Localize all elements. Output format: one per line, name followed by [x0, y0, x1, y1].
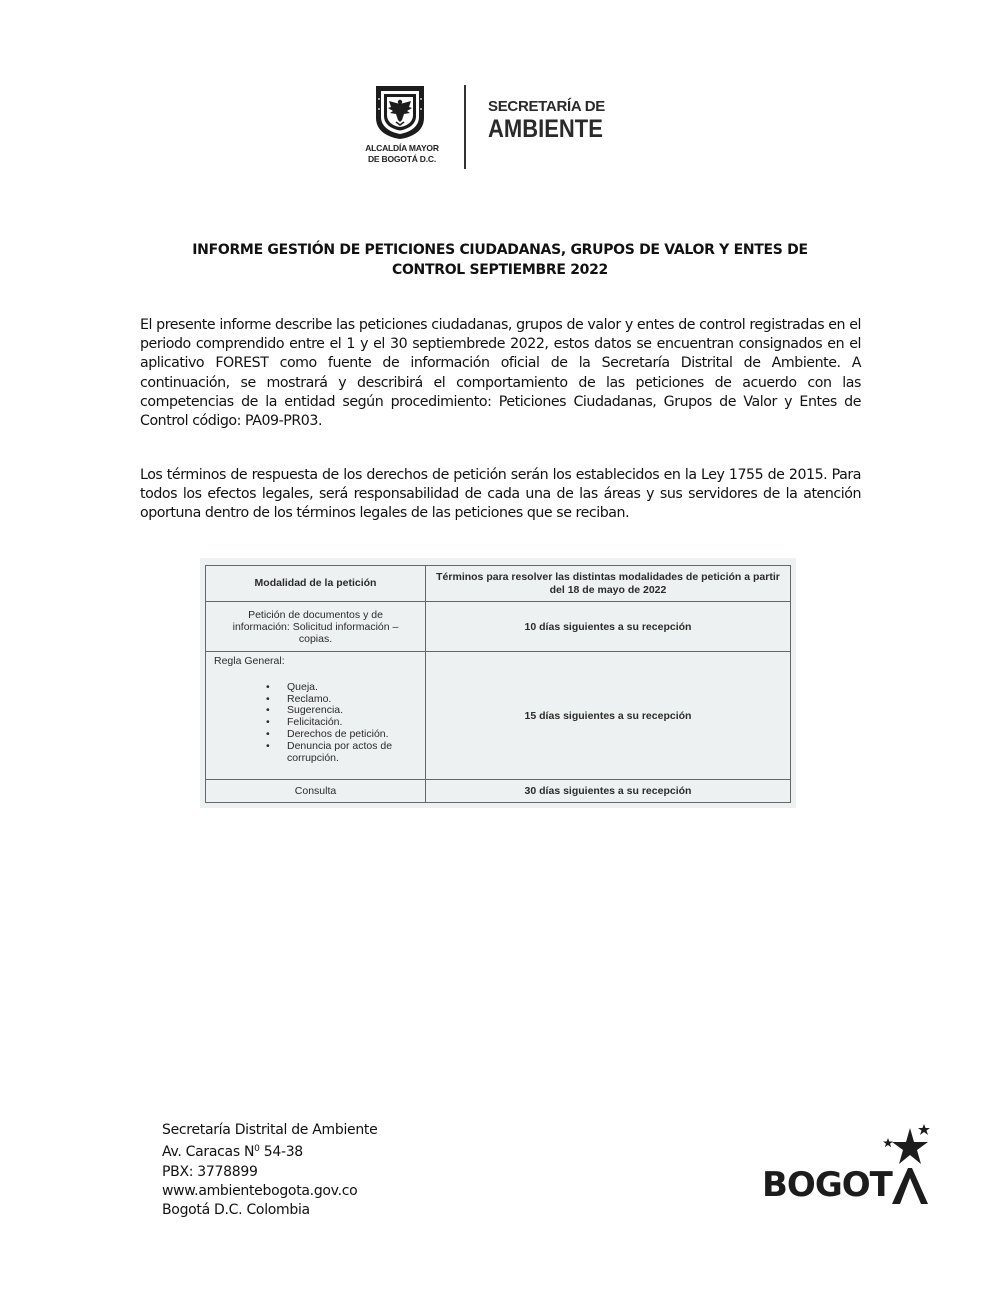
modalidad-cell — [206, 602, 426, 652]
terms-table — [205, 565, 791, 803]
report-title-line-2: CONTROL SEPTIEMBRE 2022 — [391, 262, 609, 278]
table-row — [206, 602, 791, 652]
table-header-row — [206, 566, 791, 602]
list-item: • Reclamo. — [266, 694, 425, 706]
alcaldia-line-2: DE BOGOTÁ D.C. — [367, 154, 437, 164]
modalidad-cell: Consulta — [206, 780, 426, 803]
list-item: • Sugerencia. — [266, 705, 425, 717]
street-prefix: Av. Caracas N — [162, 1144, 255, 1161]
bogota-logo — [760, 1118, 935, 1213]
list-item: • Denuncia por actos de corrupción. — [266, 741, 407, 765]
regla-general-list — [266, 682, 425, 765]
report-title-line-1: INFORME GESTIÓN DE PETICIONES CIUDADANAS, GRUPOS DE VALOR Y ENTES DE — [192, 242, 808, 258]
street-suffix: 54-38 — [259, 1144, 303, 1161]
header-terminos-text: Términos para resolver las distintas modalidades de petición a partir del 18 de mayo de 2022 — [436, 570, 780, 596]
table-row — [206, 780, 791, 803]
alcaldia-logo — [352, 80, 452, 172]
intro-paragraph: El presente informe describe las peticiones ciudadanas, grupos de valor y entes de control registradas en el periodo comprendido entre el 1 y el 30 septiembrede 2022, estos datos se encuentran consignados en el aplicativo FOREST como fuente de información oficial de la Secretaría Distrital de Ambiente. A continuación, se mostrará y describirá el comportamiento de las peticiones de acuerdo con las competencias de la entidad según procedimiento: Peticiones Ciudadanas, Grupos de Valor y Entes de Control código: PA09-PR03. — [140, 317, 861, 430]
bogota-logo-a — [892, 1168, 928, 1204]
regla-general-label: Regla General: — [214, 655, 285, 667]
list-item: • Felicitación. — [266, 717, 425, 729]
list-item: • Queja. — [266, 682, 425, 694]
header-divider — [464, 85, 466, 169]
modalidad-text: Petición de documentos y de información: Solicitud información – copias. — [232, 608, 399, 645]
alcaldia-name — [352, 143, 452, 165]
report-title — [140, 240, 860, 280]
legal-terms-paragraph: Los términos de respuesta de los derechos de petición serán los establecidos en la Ley 1755 de 2015. Para todos los efectos legales, será responsabilidad de cada una de las áreas y sus servidores de la atención oportuna dentro de los términos legales de las peticiones que se reciban. — [140, 467, 861, 522]
footer-address — [162, 1121, 377, 1220]
termino-cell: 10 días siguientes a su recepción — [426, 602, 791, 652]
bogota-logo-text: BOGOT — [762, 1165, 892, 1205]
street-number-sup: 0 — [254, 1144, 260, 1155]
terms-table-image — [200, 558, 796, 808]
footer-city: Bogotá D.C. Colombia — [162, 1202, 310, 1219]
header-terminos — [426, 566, 791, 602]
modalidad-cell — [206, 652, 426, 780]
alcaldia-line-1: ALCALDÍA MAYOR — [365, 143, 439, 153]
big-star-icon — [892, 1128, 928, 1164]
list-item: • Derechos de petición. — [266, 729, 425, 741]
footer-website: www.ambientebogota.gov.co — [162, 1182, 358, 1199]
secretaria-line-1: SECRETARÍA DE — [488, 98, 605, 115]
termino-cell: 30 días siguientes a su recepción — [426, 780, 791, 803]
bogota-coat-of-arms-icon — [374, 84, 426, 140]
document-header — [0, 80, 1000, 175]
small-star-icon — [883, 1138, 893, 1147]
termino-cell: 15 días siguientes a su recepción — [426, 652, 791, 780]
footer-phone: PBX: 3778899 — [162, 1163, 258, 1180]
header-modalidad: Modalidad de la petición — [206, 566, 426, 602]
table-row — [206, 652, 791, 780]
secretaria-logo — [488, 98, 619, 143]
small-star-icon — [918, 1124, 930, 1135]
footer-street — [162, 1140, 377, 1162]
footer-org-name: Secretaría Distrital de Ambiente — [162, 1122, 378, 1138]
secretaria-line-2: AMBIENTE — [488, 115, 603, 143]
